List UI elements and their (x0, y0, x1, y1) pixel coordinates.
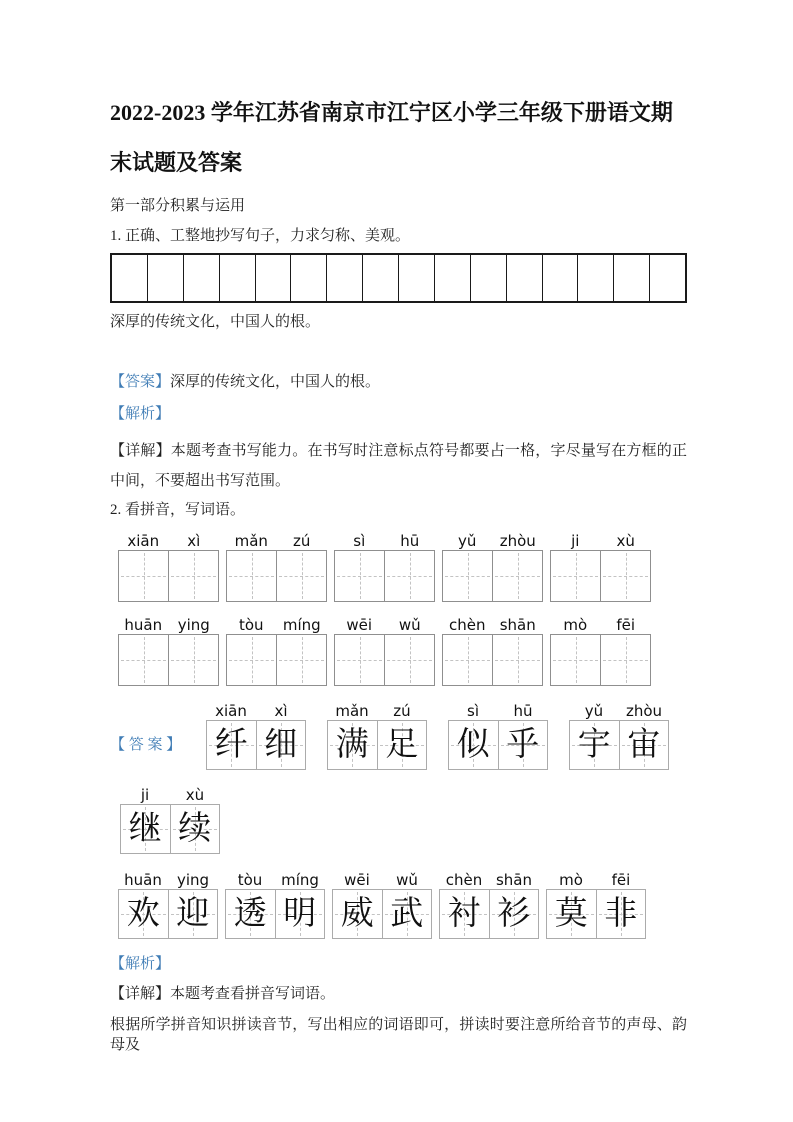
answer-box (118, 889, 218, 939)
q2-answer-row-3 (118, 872, 687, 939)
writing-cell (276, 635, 326, 685)
writing-box (550, 550, 651, 602)
answer-character: 衬 (447, 895, 481, 932)
pinyin-syllable: míng (281, 871, 319, 889)
pinyin-syllable: zú (393, 702, 411, 720)
pinyin-syllable: xù (185, 786, 205, 804)
answer-character: 衫 (497, 895, 531, 932)
pinyin-syllable: xì (187, 532, 201, 550)
q2-answer-row-2 (120, 787, 687, 854)
answer-group-xian-xi (206, 703, 306, 770)
writing-box (550, 634, 651, 686)
copy-grid-cell (112, 255, 148, 301)
writing-cell (551, 635, 600, 685)
copy-grid-cell (578, 255, 614, 301)
pinyin-group-mo-fei (550, 617, 651, 686)
writing-cell (443, 635, 492, 685)
pinyin-group-ji-xu (550, 533, 651, 602)
writing-cell (551, 551, 600, 601)
pinyin-syllable: wǔ (396, 871, 418, 889)
writing-cell (335, 551, 384, 601)
q1-copy-grid (110, 253, 687, 303)
answer-character: 非 (604, 895, 638, 932)
pinyin-syllable: ji (140, 786, 150, 804)
answer-character: 足 (385, 726, 419, 763)
q2-detail-more: 根据所学拼音知识拼读音节，写出相应的词语即可，拼读时要注意所给音节的声母、韵母及 (110, 1017, 687, 1053)
answer-group-tou-ming (225, 872, 325, 939)
answer-cell (449, 721, 498, 769)
pinyin-syllable: huān (124, 616, 163, 634)
writing-cell (335, 635, 384, 685)
q2-detail (110, 984, 687, 1004)
pinyin-syllable: chèn (445, 871, 483, 889)
copy-grid-cell (435, 255, 471, 301)
answer-character: 迎 (176, 895, 210, 932)
answer-character: 满 (335, 726, 369, 763)
copy-grid-cell (363, 255, 399, 301)
answer-box (569, 720, 669, 770)
answer-character: 威 (340, 895, 374, 932)
answer-character: 继 (128, 810, 162, 847)
q1-sentence: 深厚的传统文化，中国人的根。 (110, 314, 321, 330)
pinyin-syllable: sì (467, 702, 479, 720)
writing-box (442, 550, 543, 602)
copy-grid-cell (184, 255, 220, 301)
answer-group-huan-ying (118, 872, 218, 939)
q2-pinyin-row-2 (118, 617, 687, 686)
pinyin-syllable: ying (176, 871, 210, 889)
pinyin-group-huan-ying (118, 617, 219, 686)
q1-analysis-label (110, 404, 687, 424)
answer-cell (489, 890, 539, 938)
writing-cell (168, 635, 218, 685)
writing-cell (227, 635, 276, 685)
pinyin-syllable: tòu (237, 871, 263, 889)
answer-character: 欢 (126, 895, 160, 932)
writing-cell (492, 635, 542, 685)
answer-character: 似 (456, 726, 490, 763)
pinyin-syllable: tòu (238, 616, 264, 634)
answer-box (206, 720, 306, 770)
answer-cell (333, 890, 382, 938)
copy-grid-cell (291, 255, 327, 301)
answer-cell (121, 805, 170, 853)
answer-box (448, 720, 548, 770)
pinyin-group-man-zu (226, 533, 327, 602)
writing-cell (492, 551, 542, 601)
pinyin-syllable: shān (499, 616, 536, 634)
answer-cell (328, 721, 377, 769)
writing-box (334, 634, 435, 686)
answer-box (225, 889, 325, 939)
answer-cell (619, 721, 669, 769)
q2-analysis-label (110, 954, 687, 974)
pinyin-syllable: mò (563, 616, 588, 634)
pinyin-syllable: mǎn (234, 532, 268, 550)
copy-grid-cell (614, 255, 650, 301)
analysis-label: 【解析】 (110, 406, 171, 422)
answer-group-mo-fei (546, 872, 646, 939)
answer-character: 武 (390, 895, 424, 932)
answer-box (332, 889, 432, 939)
pinyin-syllable: zú (293, 532, 311, 550)
pinyin-syllable: xì (274, 702, 288, 720)
pinyin-syllable: chèn (449, 616, 486, 634)
pinyin-syllable: ji (571, 532, 580, 550)
answer-cell (377, 721, 427, 769)
q2-detail-text: 本题考查看拼音写词语。 (170, 986, 336, 1002)
analysis-label: 【解析】 (110, 956, 171, 972)
answer-cell (547, 890, 596, 938)
copy-grid-cell (148, 255, 184, 301)
answer-cell (256, 721, 306, 769)
pinyin-syllable: xù (616, 532, 635, 550)
answer-cell (570, 721, 619, 769)
answer-box (327, 720, 427, 770)
pinyin-syllable: wǔ (398, 616, 421, 634)
q1-prompt: 1. 正确、工整地抄写句子，力求匀称、美观。 (110, 228, 411, 244)
answer-cell (440, 890, 489, 938)
answer-character: 续 (178, 810, 212, 847)
writing-box (226, 550, 327, 602)
detail-label: 【详解】 (110, 986, 171, 1002)
pinyin-syllable: yǔ (458, 532, 477, 550)
pinyin-syllable: ying (177, 616, 210, 634)
pinyin-syllable: hū (400, 532, 420, 550)
answer-character: 宇 (577, 726, 611, 763)
answer-label: 【答案】 (110, 374, 171, 390)
copy-grid-cell (220, 255, 256, 301)
pinyin-syllable: wēi (344, 871, 370, 889)
pinyin-syllable: mǎn (335, 702, 369, 720)
answer-cell (498, 721, 548, 769)
pinyin-syllable: míng (282, 616, 321, 634)
answer-cell (382, 890, 432, 938)
pinyin-group-wei-wu (334, 617, 435, 686)
page-title-line2: 末试题及答案 (110, 150, 243, 175)
writing-box (118, 550, 219, 602)
writing-cell (276, 551, 326, 601)
answer-cell (275, 890, 325, 938)
copy-grid-cell (327, 255, 363, 301)
detail-label: 【详解】 (110, 443, 171, 459)
writing-cell (384, 551, 434, 601)
answer-character: 透 (233, 895, 267, 932)
page-title (110, 88, 687, 188)
q1-detail-text: 本题考查书写能力。在书写时注意标点符号都要占一格，字尽量写在方框的正中间，不要超出书写范围。 (110, 443, 687, 489)
writing-cell (119, 551, 168, 601)
pinyin-syllable: zhòu (499, 532, 536, 550)
writing-cell (227, 551, 276, 601)
writing-cell (384, 635, 434, 685)
q1-detail (110, 436, 687, 496)
answer-label: 【 答 案 】 (110, 737, 182, 753)
writing-cell (600, 551, 650, 601)
answer-character: 纤 (214, 726, 248, 763)
copy-grid-cell (256, 255, 292, 301)
answer-group-ji-xu (120, 787, 220, 854)
answer-cell (119, 890, 168, 938)
q2-answer-row-1 (110, 703, 687, 770)
writing-cell (443, 551, 492, 601)
answer-group-wei-wu (332, 872, 432, 939)
writing-cell (119, 635, 168, 685)
section-heading: 第一部分积累与运用 (110, 198, 246, 214)
writing-box (226, 634, 327, 686)
answer-box (439, 889, 539, 939)
pinyin-syllable: zhòu (625, 702, 663, 720)
pinyin-syllable: fēi (611, 871, 631, 889)
pinyin-syllable: yǔ (584, 702, 604, 720)
pinyin-syllable: sì (353, 532, 366, 550)
pinyin-group-yu-zhou (442, 533, 543, 602)
answer-group-man-zu (327, 703, 427, 770)
pinyin-group-xian-xi (118, 533, 219, 602)
writing-cell (600, 635, 650, 685)
copy-grid-cell (650, 255, 685, 301)
answer-group-chen-shan (439, 872, 539, 939)
answer-cell (226, 890, 275, 938)
pinyin-syllable: xiān (127, 532, 160, 550)
q1-answer-text: 深厚的传统文化，中国人的根。 (170, 374, 381, 390)
writing-box (442, 634, 543, 686)
writing-cell (168, 551, 218, 601)
answer-character: 宙 (627, 726, 661, 763)
copy-grid-cell (399, 255, 435, 301)
copy-grid-cell (543, 255, 579, 301)
answer-cell (170, 805, 220, 853)
answer-group-yu-zhou (569, 703, 669, 770)
q2-answer-groups (206, 703, 669, 770)
writing-box (118, 634, 219, 686)
q2-prompt: 2. 看拼音，写词语。 (110, 502, 246, 518)
pinyin-group-tou-ming (226, 617, 327, 686)
copy-grid-cell (471, 255, 507, 301)
pinyin-group-si-hu (334, 533, 435, 602)
answer-cell (596, 890, 646, 938)
answer-cell (168, 890, 218, 938)
answer-character: 明 (283, 895, 317, 932)
pinyin-syllable: hū (513, 702, 533, 720)
copy-grid-cell (507, 255, 543, 301)
answer-character: 乎 (506, 726, 540, 763)
pinyin-syllable: xiān (215, 702, 247, 720)
answer-character: 莫 (554, 895, 588, 932)
answer-cell (207, 721, 256, 769)
pinyin-group-chen-shan (442, 617, 543, 686)
answer-character: 细 (264, 726, 298, 763)
pinyin-syllable: huān (124, 871, 162, 889)
answer-box (546, 889, 646, 939)
answer-box (120, 804, 220, 854)
writing-box (334, 550, 435, 602)
page-title-line1: 2022-2023 学年江苏省南京市江宁区小学三年级下册语文期 (110, 100, 673, 125)
q2-pinyin-row-1 (118, 533, 687, 602)
pinyin-syllable: mò (559, 871, 583, 889)
pinyin-syllable: wēi (346, 616, 373, 634)
pinyin-syllable: fēi (616, 616, 636, 634)
pinyin-syllable: shān (495, 871, 533, 889)
answer-group-si-hu (448, 703, 548, 770)
q1-answer-line (110, 372, 687, 392)
